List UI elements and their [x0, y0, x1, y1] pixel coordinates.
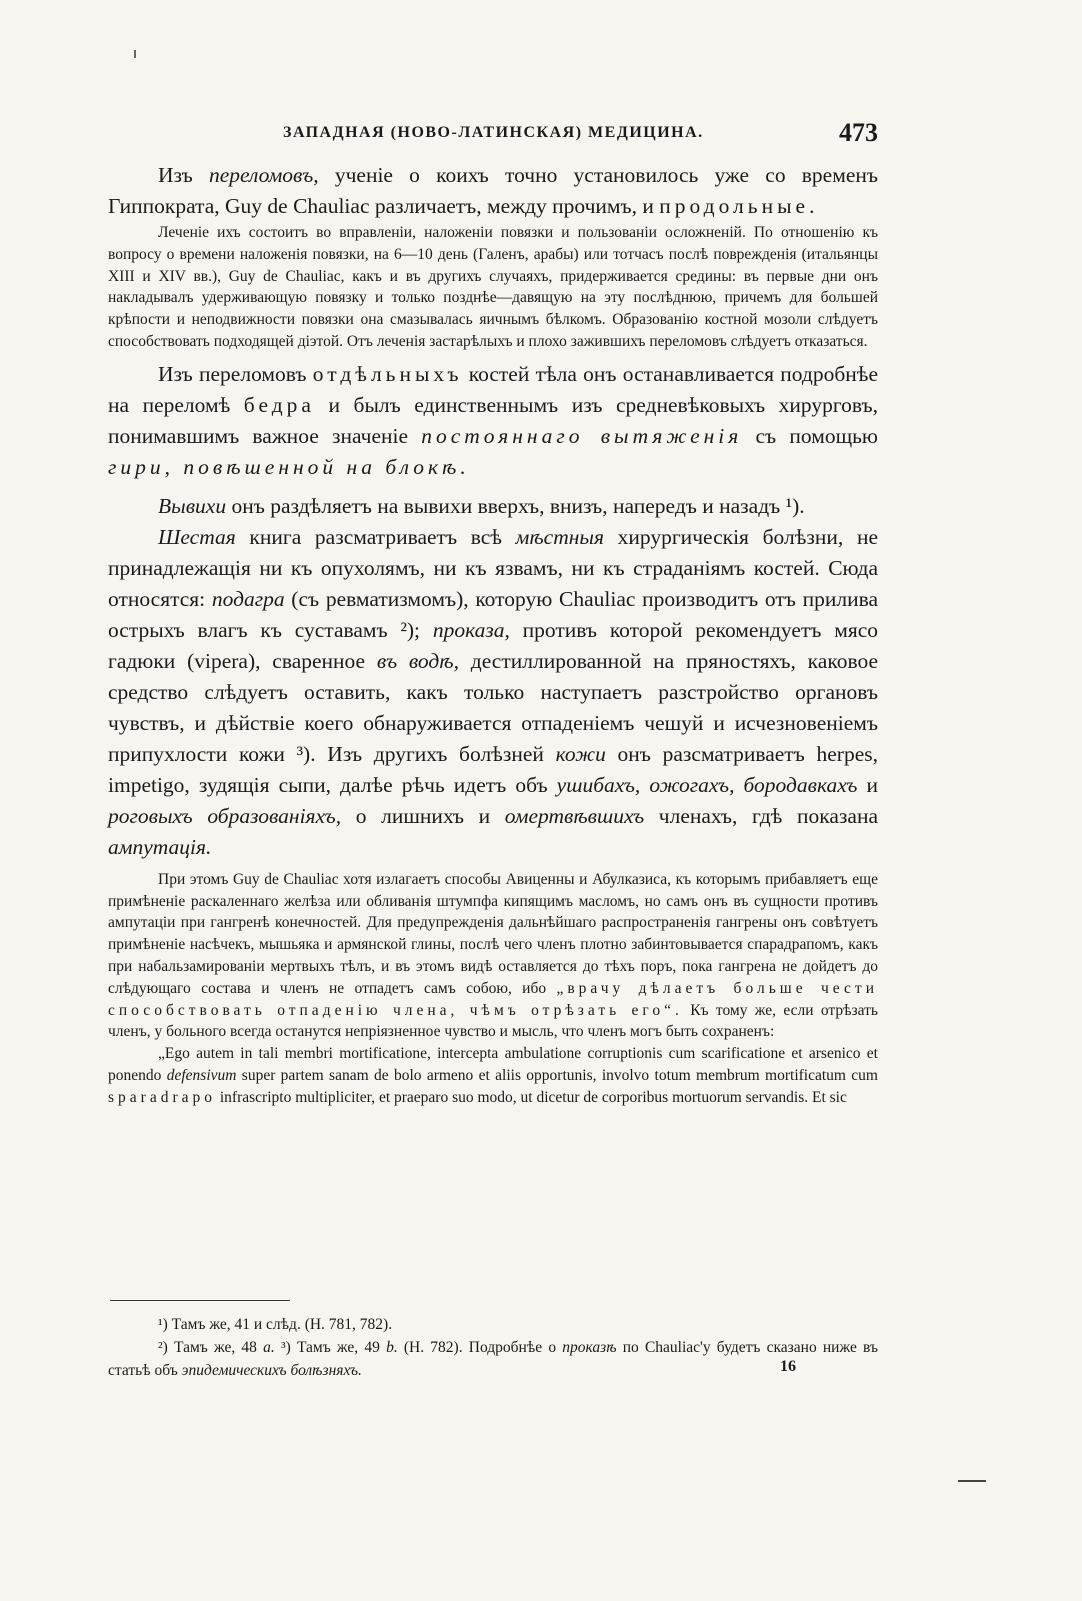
- text-run: книга разсматриваетъ всѣ: [235, 524, 516, 549]
- page-body: [108, 160, 878, 1109]
- page-number: 473: [839, 118, 878, 147]
- italic-term: ушибахъ, ожогахъ, бородавкахъ: [556, 772, 858, 797]
- italic-term: въ водѣ,: [376, 648, 459, 673]
- text-run: по Chauliac'у будетъ сказано ниже въ статьѣ объ: [108, 1339, 879, 1379]
- scan-mark: [134, 50, 136, 58]
- italic-term: мѣстныя: [515, 524, 604, 549]
- italic-term: омертвѣвшихъ: [504, 803, 645, 828]
- italic-term: проказѣ: [562, 1339, 617, 1356]
- text-run: super partem sanam de bolo armeno et aliis opportunis, involvo totum membrum mortificatum cum: [236, 1066, 878, 1084]
- italic-term: эпидемическихъ болѣзняхъ.: [181, 1362, 362, 1379]
- text-run: дестиллированной на пряностяхъ, каковое средство слѣдуетъ оставить, какъ только наступаетъ разстройство органовъ чувствъ, и дѣйствіе коего обнаруживается отпаденіемъ чешуй и исчезновеніемъ припухлости кожи ³). Изъ другихъ болѣзней: [108, 648, 878, 766]
- paragraph-individual-fractures: [108, 359, 878, 483]
- footnotes: [108, 1313, 878, 1382]
- text-run: (H. 782). Подробнѣе о: [397, 1339, 563, 1356]
- text-run: Къ тому же, если отрѣзать членъ, у больного всегда останутся непріязненное чувство и мысль, что членъ могъ быть сохраненъ:: [108, 1001, 878, 1041]
- italic-term: b.: [386, 1339, 398, 1356]
- spaced-term: бедра: [243, 392, 315, 417]
- spaced-term: sparadrapo: [108, 1088, 216, 1106]
- italic-term: проказа,: [432, 617, 510, 642]
- text-run: костей тѣла онъ останавливается подробнѣе на переломѣ: [108, 361, 878, 417]
- italic-term: Вывихи: [158, 493, 227, 518]
- paragraph-latin-quote: [108, 1043, 878, 1108]
- spaced-term: отдѣльныхъ: [312, 361, 463, 386]
- text-run: Изъ: [158, 163, 209, 187]
- italic-term: defensivum: [166, 1066, 237, 1084]
- text-run: и: [857, 772, 878, 797]
- text-run: ³) Тамъ же, 49: [274, 1339, 387, 1356]
- text-run: противъ которой рекомендуетъ мясо гадюки (vipera), сваренное: [108, 617, 878, 673]
- sheet-number: 16: [780, 1358, 796, 1375]
- italic-term: кожи: [555, 741, 606, 766]
- italic-term: ампутація.: [108, 834, 212, 859]
- text-run: о лишнихъ и: [341, 803, 505, 828]
- text-run: съ помощью: [742, 423, 878, 448]
- spaced-quote: „врачу дѣлаетъ больше чести способствовать отпаденію члена, чѣмъ отрѣзать его“.: [108, 979, 878, 1019]
- italic-spaced-term: постояннаго вытяженія: [421, 423, 743, 448]
- spaced-term: продольные.: [659, 194, 819, 218]
- edge-mark: [958, 1480, 986, 1482]
- footnote-2-3: [108, 1336, 878, 1382]
- italic-term: подагра: [211, 586, 285, 611]
- italic-term: Шестая: [158, 524, 236, 549]
- text-run: онъ разсматриваетъ herpes, impetigo, зудящія сыпи, далѣе рѣчь идетъ объ: [108, 741, 879, 797]
- text-run: ²) Тамъ же, 48: [158, 1339, 264, 1356]
- page-header: [108, 118, 878, 158]
- text-run: infrascripto multipliciter, et praeparo suo modo, ut dicetur de corporibus mortuorum servandis. Et sic: [216, 1088, 847, 1106]
- italic-term: a.: [263, 1339, 275, 1356]
- paragraph-dislocations: [108, 491, 878, 522]
- text-run: При этомъ Guy de Chauliac хотя излагаетъ способы Авиценны и Абулказиса, къ которымъ прибавляетъ еще примѣненіе раскаленнаго желѣза или обливанія штумпфа кипящимъ масломъ, но самъ онъ въ сущности противъ ампутаціи при гангренѣ конечностей. Для предупрежденія дальнѣйшаго распространенія гангрены онъ совѣтуетъ примѣненіе насѣчекъ, мышьяка и армянской глины, послѣ чего членъ плотно забинтовывается спарадрапомъ, какъ при набальзамированіи мертвыхъ тѣлъ, и въ этомъ видѣ оставляется до тѣхъ поръ, пока гангрена не дойдетъ до слѣдующаго состава и членъ не отпадетъ самъ собою, ибо: [108, 870, 878, 997]
- text-run: ученіе о коихъ точно установилось уже со временъ Гиппократа, Guy de Chauliac различаетъ, между прочимъ, и: [108, 163, 878, 218]
- text-run: членахъ, гдѣ показана: [644, 803, 879, 828]
- text-run: и былъ единственнымъ изъ средневѣковыхъ хирурговъ, понимавшимъ важное значеніе: [108, 392, 878, 448]
- running-head: ЗАПАДНАЯ (НОВО-ЛАТИНСКАЯ) МЕДИЦИНА.: [283, 124, 704, 141]
- italic-spaced-term: гири, повѣшенной на блокѣ.: [108, 454, 470, 479]
- text-run: (съ ревматизмомъ), которую Chauliac производитъ отъ прилива острыхъ влагъ къ суставамъ ²);: [108, 586, 878, 642]
- paragraph-fractures: [108, 160, 878, 222]
- paragraph-fracture-treatment: Леченіе ихъ состоитъ во вправленіи, наложеніи повязки и пользованіи осложненій. По отношенію къ вопросу о времени наложенія повязки, на 6—10 день (Галенъ, арабы) или тотчасъ послѣ поврежденія (итальянцы XIII и XIV вв.), Guy de Chauliac, какъ и въ другихъ случаяхъ, придерживается средины: въ первые дни онъ накладывалъ удерживающую повязку и только позднѣе—давящую на эту послѣднюю, причемъ для большей крѣпости и неподвижности повязки она смазывалась яичнымъ бѣлкомъ. Образованію костной мозоли слѣдуетъ способствовать подходящей діэтой. Отъ леченія застарѣлыхъ и плохо зажившихъ переломовъ слѣдуетъ отказаться.: [108, 224, 878, 350]
- text-run: онъ раздѣляетъ на вывихи вверхъ, внизъ, напередъ и назадъ ¹).: [226, 493, 805, 518]
- footnote-divider: [110, 1300, 290, 1301]
- paragraph-sixth-book: [108, 522, 878, 863]
- paragraph-amputation: [108, 869, 878, 1043]
- text-run: „Ego autem in tali membri mortificatione, intercepta ambulatione corruptionis cum scarificatione et arsenico et ponendo: [108, 1045, 878, 1084]
- text-run: Изъ переломовъ: [158, 361, 313, 386]
- text-run: хирургическія болѣзни, не принадлежащія ни къ опухолямъ, ни къ язвамъ, ни къ страданіямъ костей. Сюда относятся:: [108, 524, 878, 611]
- footnote-1: ¹) Тамъ же, 41 и слѣд. (H. 781, 782).: [158, 1316, 393, 1333]
- italic-term: переломовъ,: [208, 163, 319, 187]
- italic-term: роговыхъ образованіяхъ,: [108, 803, 342, 828]
